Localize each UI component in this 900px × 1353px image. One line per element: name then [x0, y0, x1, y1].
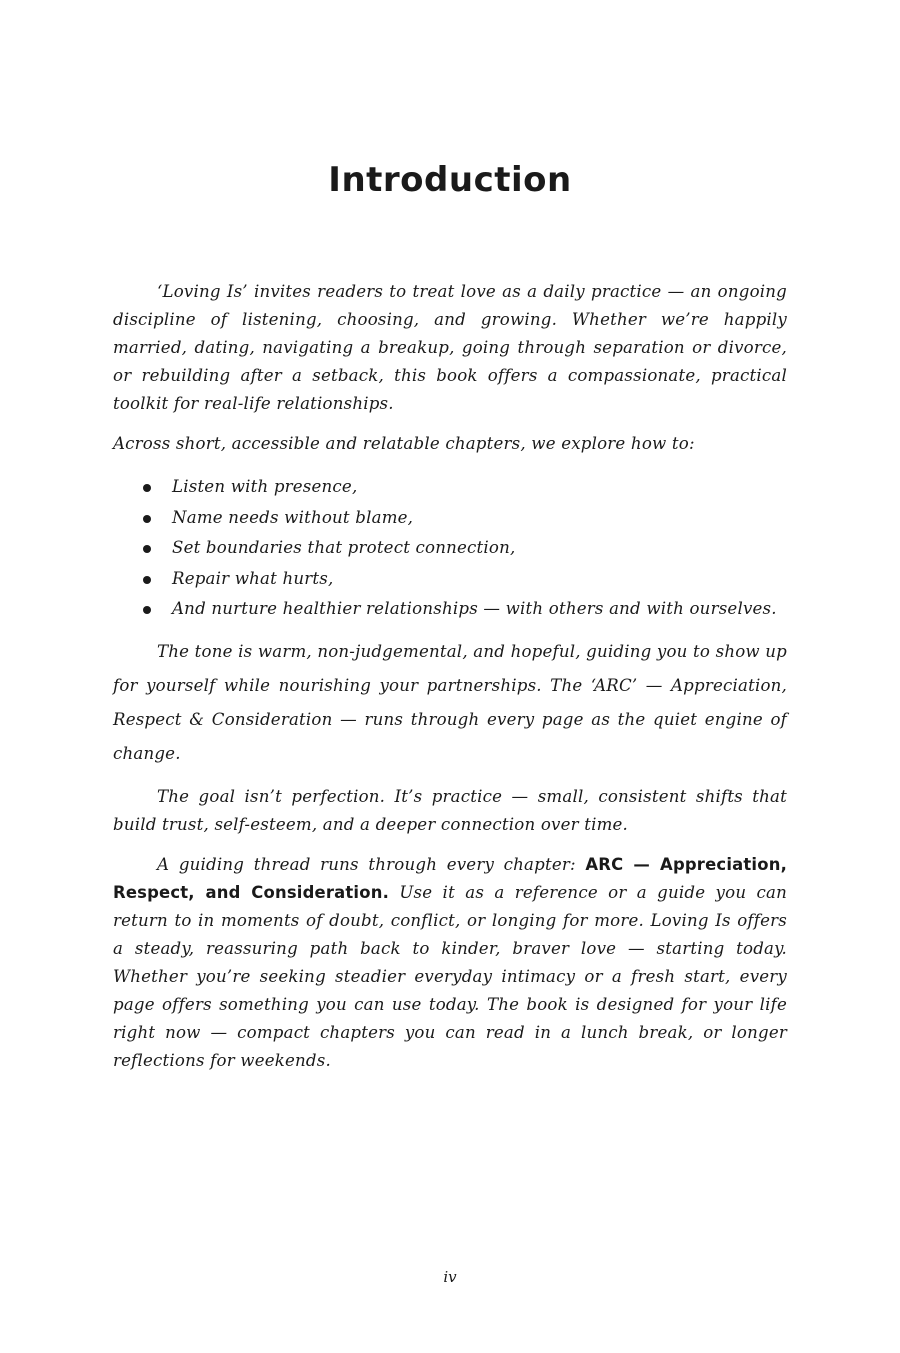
- bullet-icon: [143, 484, 151, 492]
- list-item-text: And nurture healthier relationships — with others and with ourselves.: [172, 599, 777, 618]
- page-title: Introduction: [328, 160, 572, 200]
- paragraph-goal: The goal isn’t perfection. It’s practice — small, consistent shifts that build trust, self-esteem, and a deeper connection over time.: [113, 786, 787, 834]
- bullet-icon: [143, 545, 151, 553]
- bullet-icon: [143, 515, 151, 523]
- arc-emphasis: ARC — Appreciation, Respect, and Consideration.: [113, 854, 788, 902]
- paragraph-lead-in: Across short, accessible and relatable chapters, we explore how to:: [113, 434, 695, 453]
- list-item-text: Name needs without blame,: [172, 507, 414, 527]
- list-item: [143, 472, 787, 503]
- list-item-text: Set boundaries that protect connection,: [172, 538, 516, 557]
- list-item: [143, 564, 787, 595]
- paragraph-intro: ‘Loving Is’ invites readers to treat love as a daily practice — an ongoing discipline of listening, choosing, and growing. Whether we’re happily married, dating, navigating a breakup, going through separation or divorce, or rebuilding after a setback, this book offers a compassionate, practical toolkit for real-life relationships.: [113, 282, 787, 413]
- list-item-text: Repair what hurts,: [172, 568, 334, 588]
- bullet-list: [113, 472, 787, 625]
- list-item: [143, 533, 787, 564]
- paragraph-tone: The tone is warm, non-judgemental, and hopeful, guiding you to show up for yourself while nourishing your partnerships. The ‘ARC’ — Appreciation, Respect & Consideration — runs through every page as the quiet engine of change.: [113, 641, 787, 763]
- bullet-icon: [143, 606, 151, 614]
- list-item: [143, 503, 787, 534]
- page-number: iv: [443, 1268, 457, 1286]
- paragraph-rest-text: Use it as a reference or a guide you can return to in moments of doubt, conflict, or longing for more. Loving Is offers a steady, reassuring path back to kinder, braver love — starting today. Whether you’re seeking steadier everyday intimacy or a fresh start, every page offers something you can use today. The book is designed for your life right now — compact chapters you can read in a lunch break, or longer reflections for weekends.: [113, 882, 787, 1070]
- list-item: [143, 594, 787, 625]
- paragraph-guiding-thread: [113, 851, 787, 1075]
- paragraph-lead-text: A guiding thread runs through every chapter:: [157, 854, 586, 874]
- body-text: [113, 278, 787, 1087]
- list-item-text: Listen with presence,: [172, 477, 358, 496]
- bullet-icon: [143, 576, 151, 584]
